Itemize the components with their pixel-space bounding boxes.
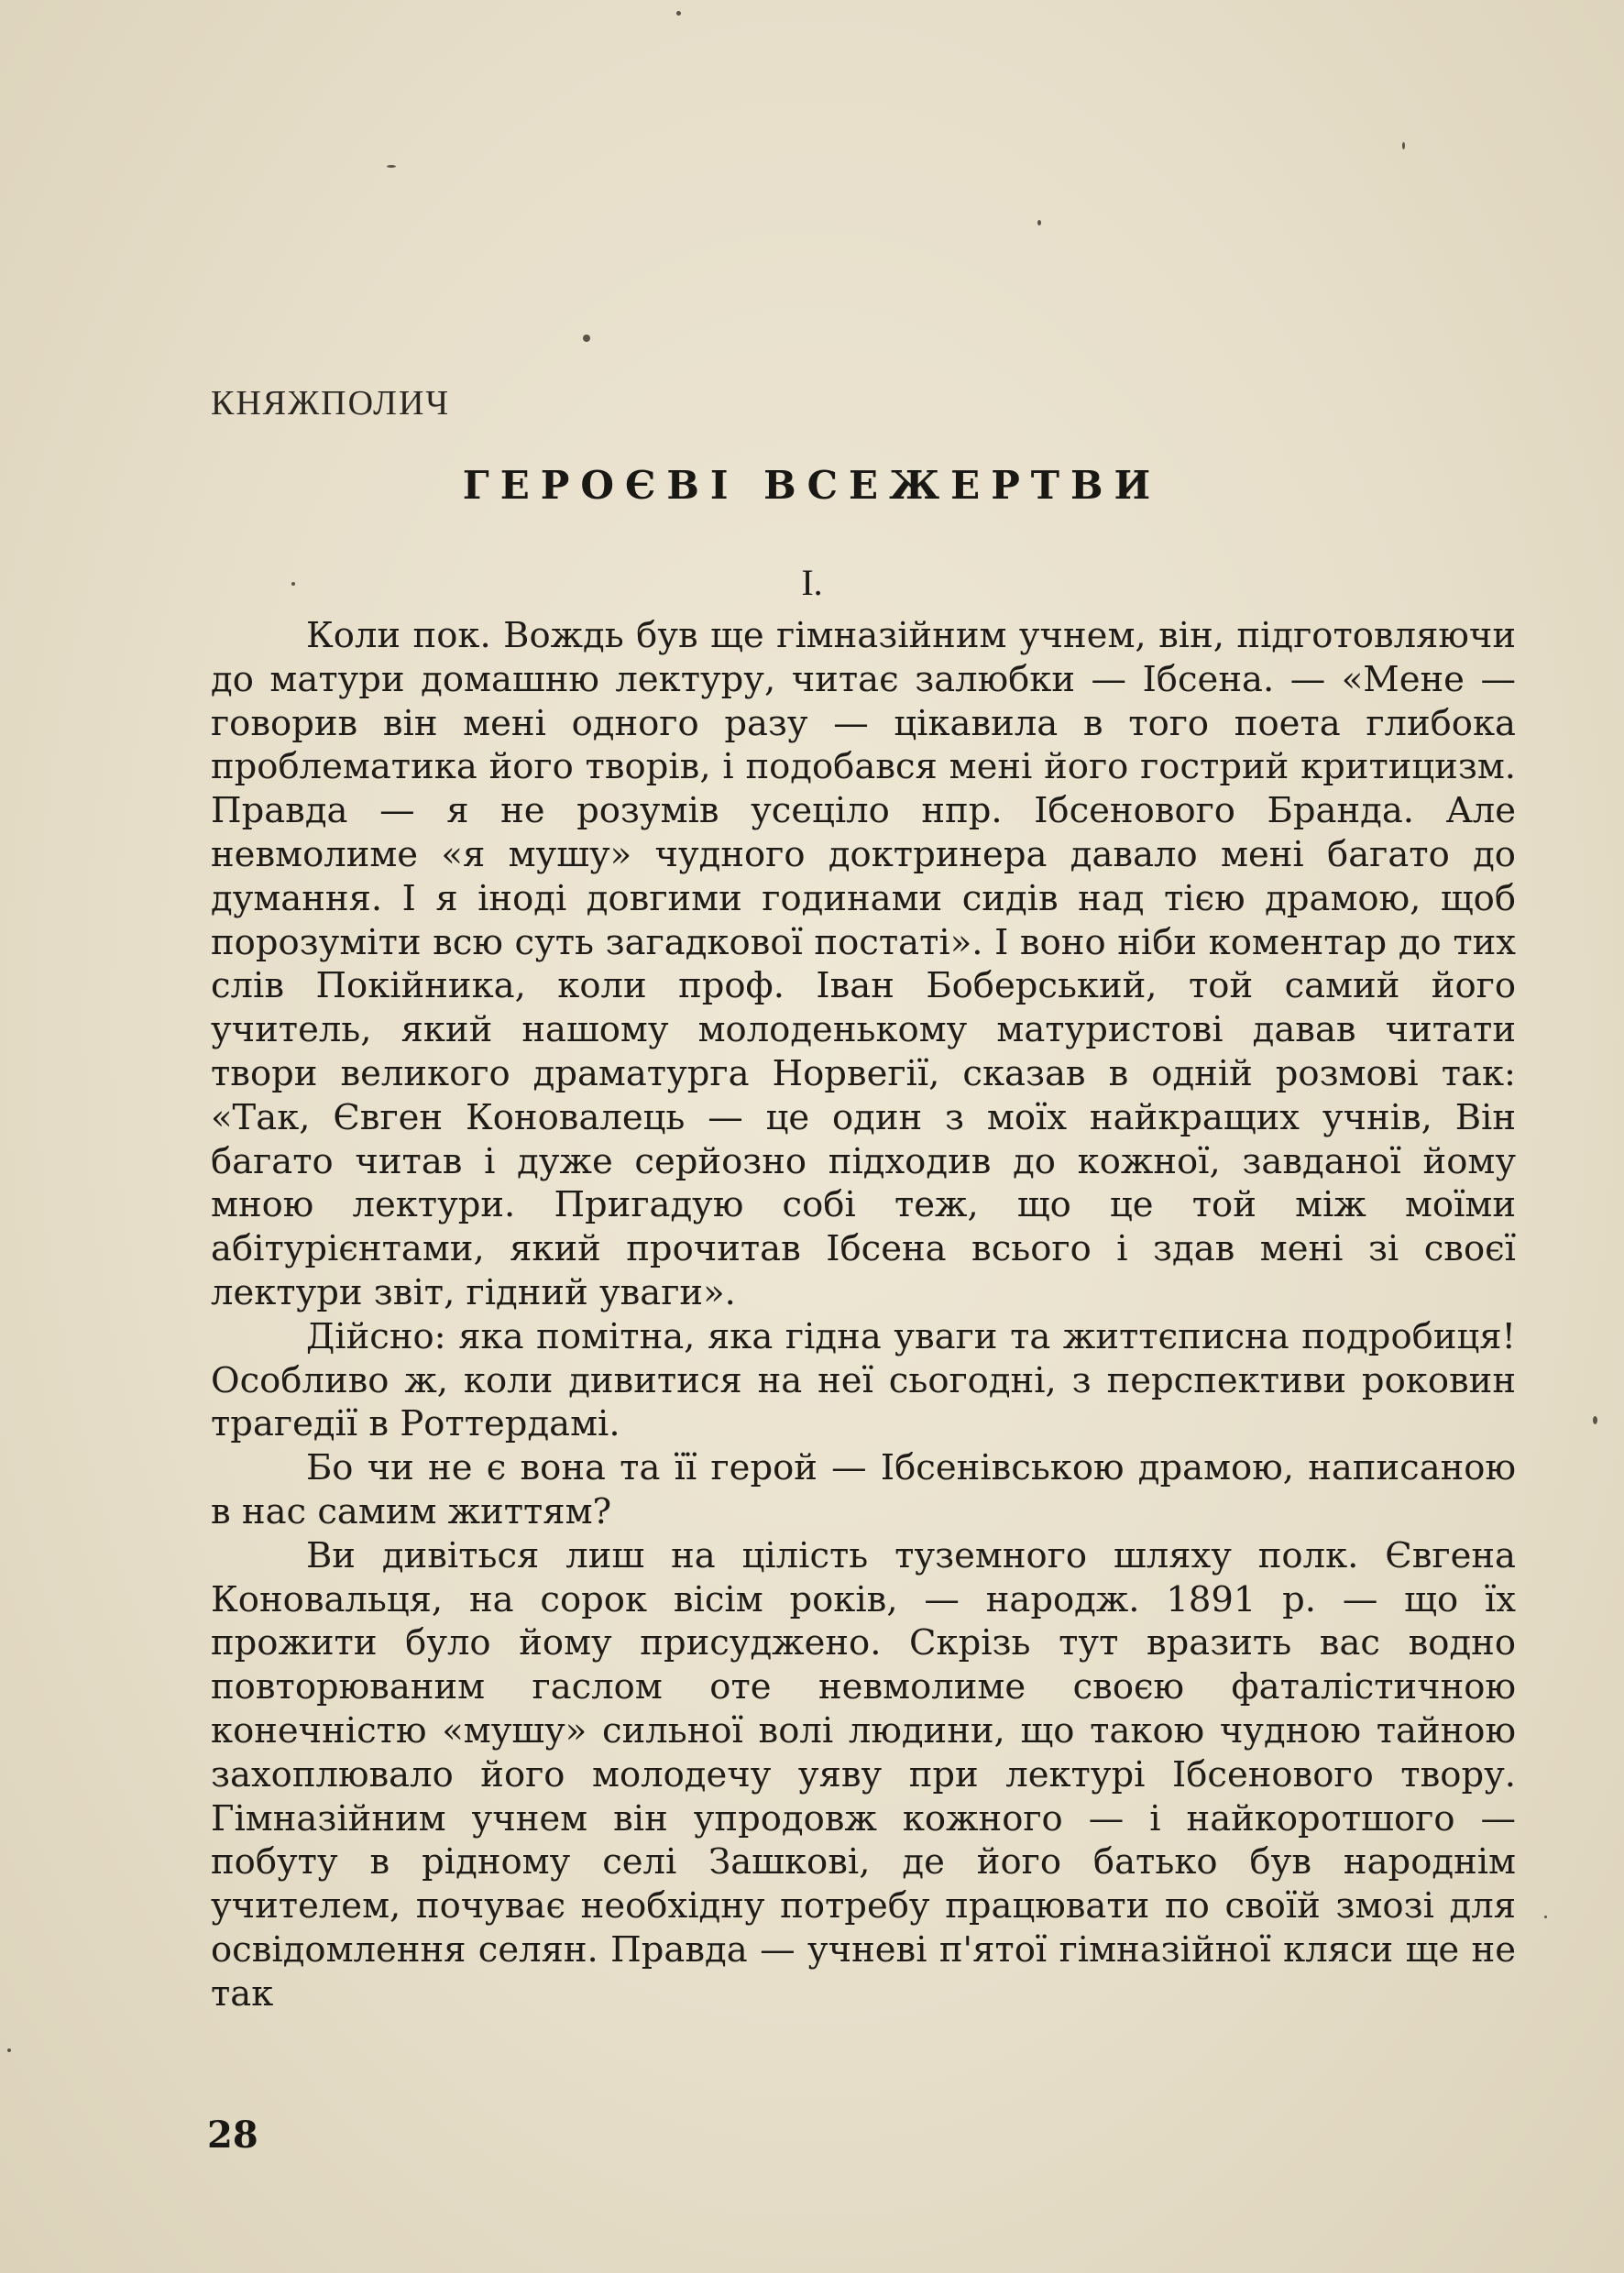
- paper-speck: [676, 11, 681, 16]
- paragraph: Ви дивіться лиш на цілість туземного шляху полк. Євгена Коновальця, на сорок вісім років, — народж. 1891 р. — що їх прожити було йому присуджено. Скрізь тут вразить вас водно повторюваним гаслом оте невмолиме своєю фаталістичною конечністю «мушу» сильної волі людини, що такою чудною тайною захоплювало його молодечу уяву при лектурі Ібсенового твору. Гімназійним учнем він упродовж кожного — і найкоротшого — побуту в рідному селі Зашкові, де його батько був народнім учителем, почуває необхідну потребу працювати по своїй змозі для освідомлення селян. Правда — учневі п'ятої гімназійної кляси ще не так: [211, 1534, 1516, 2015]
- section-number: I.: [801, 562, 823, 603]
- paragraph: Коли пок. Вождь був ще гімназійним учнем, він, підготовляючи до матури домашню лектуру, читає залюбки — Ібсена. — «Мене — говорив він мені одного разу — цікавила в того поета глибока проблематика його творів, і подобався мені його гострий критицизм. Правда — я не розумів усеціло нпр. Ібсенового Бранда. Але невмолиме «я мушу» чудного доктринера давало мені багато до думання. І я іноді довгими годинами сидів над тією драмою, щоб порозуміти всю суть загадкової постаті». І воно ніби коментар до тих слів Покійника, коли проф. Іван Боберський, той самий його учитель, який нашому молоденькому матуристові давав читати твори великого драматурга Норвегії, сказав в одній розмові так: «Так, Євген Коновалець — це один з моїх найкращих учнів, Він багато читав і дуже серйозно підходив до кожної, завданої йому мною лектури. Пригадую собі теж, що це той між моїми абітурієнтами, який прочитав Ібсена всього і здав мені зі своєї лектури звіт, гідний уваги».: [211, 615, 1516, 1313]
- author-name: КНЯЖПОЛИЧ: [211, 384, 451, 423]
- article-title: ГЕРОЄВІ ВСЕЖЕРТВИ: [462, 463, 1162, 508]
- paragraph: Дійсно: яка помітна, яка гідна уваги та життєписна подробиця! Особливо ж, коли дивитися на неї сьогодні, з перспективи роковин трагедії в Роттердамі.: [211, 1315, 1516, 1445]
- paper-speck: [583, 335, 590, 342]
- paper-speck: [1037, 220, 1041, 225]
- page-number: 28: [207, 2114, 258, 2157]
- paragraph: Бо чи не є вона та її герой — Ібсенівською драмою, написаною в нас самим життям?: [211, 1447, 1516, 1532]
- paper-speck: [7, 2048, 11, 2052]
- paper-speck: [1402, 142, 1405, 149]
- paper-speck: [1593, 1416, 1597, 1424]
- article-body: [211, 614, 1516, 2016]
- paper-speck: [387, 165, 396, 168]
- paper-speck: [1544, 1916, 1547, 1918]
